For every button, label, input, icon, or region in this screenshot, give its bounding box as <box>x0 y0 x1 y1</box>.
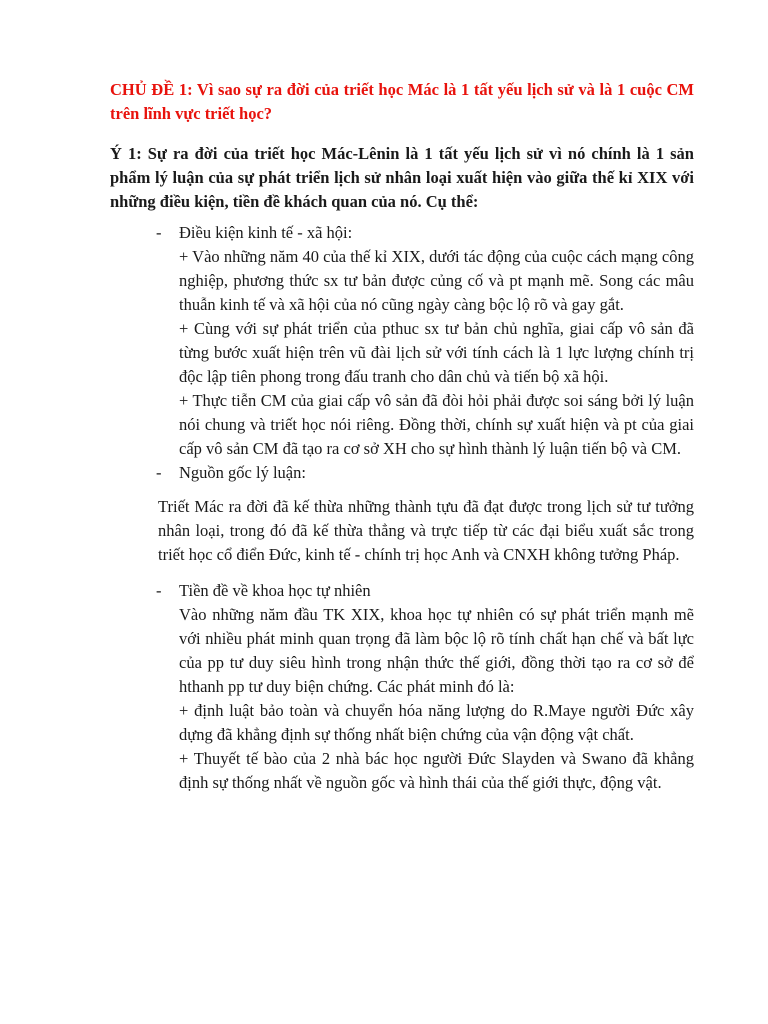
section-heading: Nguồn gốc lý luận: <box>179 463 306 482</box>
section-heading: Điều kiện kinh tế - xã hội: <box>179 223 353 242</box>
bullet-dash: - <box>156 223 162 242</box>
bullet-dash: - <box>156 463 162 482</box>
paragraph: + Thực tiễn CM của giai cấp vô sản đã đòi hỏi phải được soi sáng bởi lý luận nói chung và triết học nói riêng. Đồng thời, chính sự xuất hiện và pt của giai cấp vô sản CM đã tạo ra cơ sở XH cho sự hình thành lý luận tiến bộ và CM. <box>179 391 694 458</box>
section-natural-science <box>110 579 694 795</box>
section-heading: Tiền đề về khoa học tự nhiên <box>179 581 371 600</box>
section-theory-origin <box>110 461 694 485</box>
bullet-dash: - <box>156 581 162 600</box>
paragraph: + Thuyết tế bào của 2 nhà bác học người Đức Slayden và Swano đã khẳng định sự thống nhất về nguồn gốc và hình thái của thế giới thực, động vật. <box>179 749 694 792</box>
topic-title: CHỦ ĐỀ 1: Vì sao sự ra đời của triết học Mác là 1 tất yếu lịch sử và là 1 cuộc CM trên lĩnh vực triết học? <box>110 80 694 123</box>
paragraph: + định luật bảo toàn và chuyển hóa năng lượng do R.Maye người Đức xây dựng đã khẳng định sự thống nhất biện chứng của vận động vật chất. <box>179 701 694 744</box>
intro-paragraph: Ý 1: Sự ra đời của triết học Mác-Lênin là 1 tất yếu lịch sử vì nó chính là 1 sản phẩm lý luận của sự phát triển lịch sử nhân loại xuất hiện vào giữa thế kỉ XIX với những điều kiện, tiền đề khách quan của nó. Cụ thể: <box>110 144 694 211</box>
section-economic-social <box>110 221 694 461</box>
paragraph: + Cùng với sự phát triển của pthuc sx tư bản chủ nghĩa, giai cấp vô sản đã từng bước xuất hiện trên vũ đài lịch sử với tính cách là 1 lực lượng chính trị độc lập tiên phong trong đấu tranh cho dân chủ và tiến bộ xã hội. <box>179 319 694 386</box>
paragraph: + Vào những năm 40 của thế kỉ XIX, dưới tác động của cuộc cách mạng công nghiệp, phương thức sx tư bản được củng cố và pt mạnh mẽ. Song các mâu thuẫn kinh tế và xã hội của nó cũng ngày càng bộc lộ rõ và gay gắt. <box>179 247 694 314</box>
paragraph: Vào những năm đầu TK XIX, khoa học tự nhiên có sự phát triển mạnh mẽ với nhiều phát minh quan trọng đã làm bộc lộ rõ tính chất hạn chế và bất lực của pp tư duy siêu hình trong nhận thức thế giới, đồng thời tạo ra cơ sở để hthanh pp tư duy biện chứng. Các phát minh đó là: <box>179 605 694 696</box>
theory-paragraph: Triết Mác ra đời đã kế thừa những thành tựu đã đạt được trong lịch sử tư tưởng nhân loại, trong đó đã kế thừa thẳng và trực tiếp từ các đại biểu xuất sắc trong triết học cổ điển Đức, kinh tế - chính trị học Anh và CNXH không tưởng Pháp. <box>158 497 694 564</box>
